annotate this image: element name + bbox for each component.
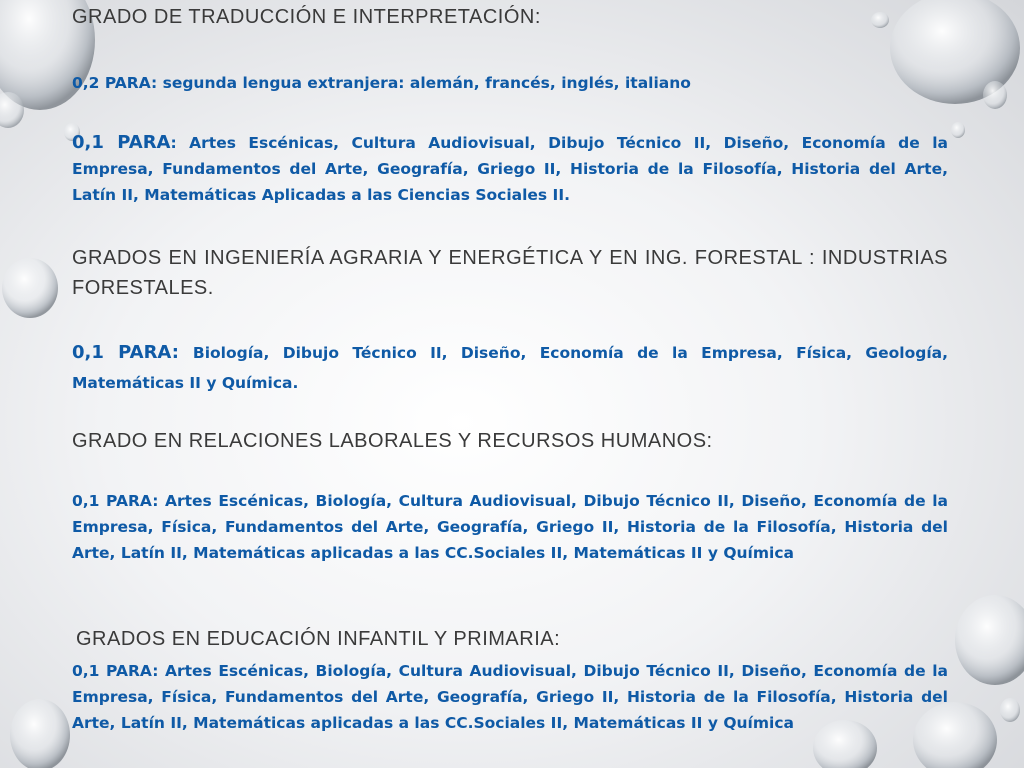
paragraph-text: 0,1 PARA: Artes Escénicas, Biología, Cultura Audiovisual, Dibujo Técnico II, Diseño, Economía de la Empresa, Física, Fundamentos del Arte, Geografía, Griego II, Historia de la Filosofía, Historia del Arte, Latín II, Matemáticas aplicadas a las CC.Sociales II, Matemáticas II y Química (72, 492, 948, 562)
water-drop (2, 258, 58, 318)
paragraph-text: 0,2 PARA: segunda lengua extranjera: alemán, francés, inglés, italiano (72, 74, 691, 92)
water-drop (10, 699, 70, 768)
water-drop (951, 122, 965, 138)
paragraph-text: Biología, Dibujo Técnico II, Diseño, Economía de la Empresa, Física, Geología, Matemáticas II y Química. (72, 344, 948, 392)
paragraph-lead: 0,1 PARA: (72, 342, 179, 363)
section-heading-educacion: GRADOS EN EDUCACIÓN INFANTIL Y PRIMARIA: (76, 628, 561, 650)
water-drop (955, 595, 1024, 685)
paragraph-text: 0,1 PARA: Artes Escénicas, Biología, Cultura Audiovisual, Dibujo Técnico II, Diseño, Economía de la Empresa, Física, Fundamentos del Arte, Geografía, Griego II, Historia de la Filosofía, Historia del Arte, Latín II, Matemáticas aplicadas a las CC.Sociales II, Matemáticas II y Química (72, 662, 948, 732)
water-drop (1000, 698, 1020, 722)
paragraph-asignaturas-educacion (72, 658, 948, 736)
paragraph-asignaturas-ingenieria (72, 338, 948, 398)
paragraph-segunda-lengua (72, 70, 948, 96)
paragraph-lead: 0,1 PARA (72, 132, 171, 153)
paragraph-asignaturas-relaciones-laborales (72, 488, 948, 566)
paragraph-text: : Artes Escénicas, Cultura Audiovisual, Dibujo Técnico II, Diseño, Economía de la Empresa, Fundamentos del Arte, Geografía, Griego II, Historia de la Filosofía, Historia del Arte, Latín II, Matemáticas Aplicadas a las Ciencias Sociales II. (72, 134, 948, 204)
water-drop (983, 81, 1007, 109)
paragraph-asignaturas-traduccion (72, 130, 948, 208)
section-heading-traduccion: GRADO DE TRADUCCIÓN E INTERPRETACIÓN: (72, 6, 541, 28)
section-heading-ingenieria: GRADOS EN INGENIERÍA AGRARIA Y ENERGÉTICA Y EN ING. FORESTAL : INDUSTRIAS FORESTALES. (72, 247, 948, 299)
section-heading-relaciones-laborales: GRADO EN RELACIONES LABORALES Y RECURSOS HUMANOS: (72, 430, 713, 452)
